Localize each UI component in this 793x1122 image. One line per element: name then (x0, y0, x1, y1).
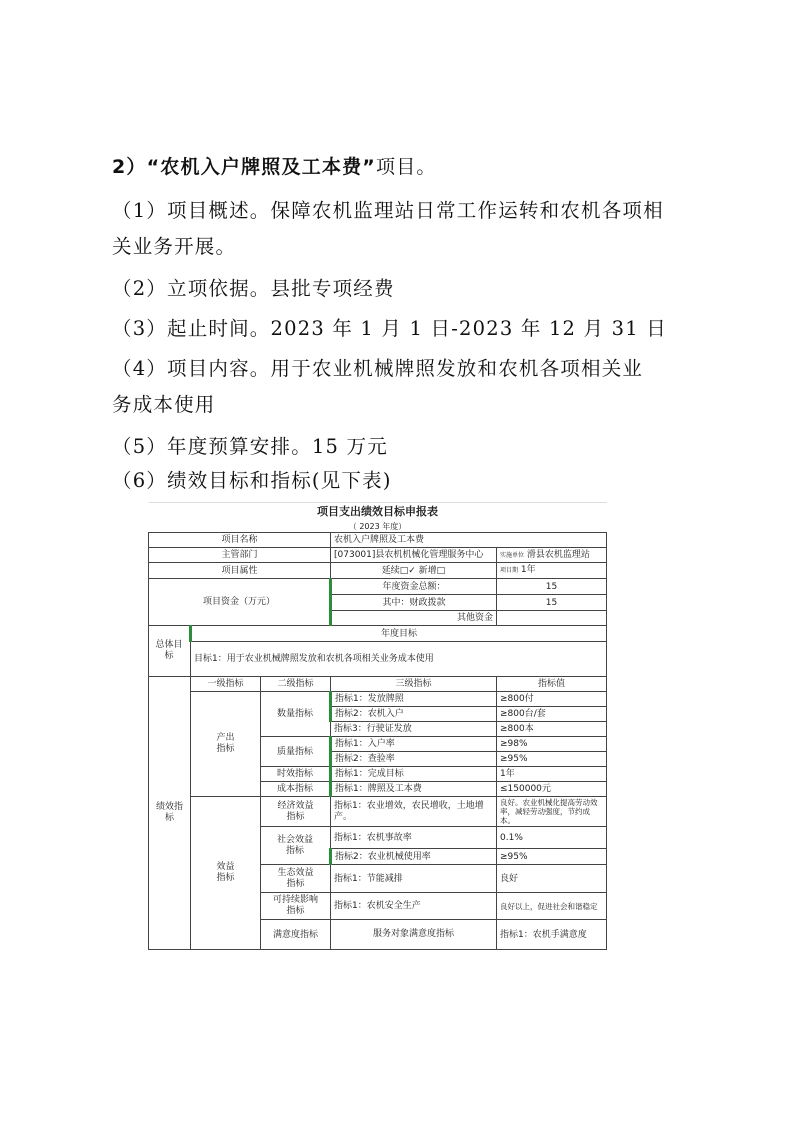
dept-label: 主管部门 (149, 548, 331, 563)
econ-indicator-label: 经济效益指标 (261, 797, 331, 827)
eco-indicator-label: 生态效益指标 (261, 865, 331, 893)
social-indicator-label: 社会效益指标 (261, 827, 331, 865)
annual-goal-label: 年度目标 (191, 626, 607, 642)
paragraph-content-1: （4）项目内容。用于农业机械牌照发放和农机各项相关业 (112, 357, 644, 380)
paragraph-content-2: 务成本使用 (112, 393, 216, 416)
indicator-value: ≥800本 (497, 722, 607, 737)
indicator-name: 指标2：农机入户 (331, 707, 497, 722)
perf-indicator-label: 绩效指标 (149, 677, 191, 950)
indicator-name: 指标2：农业机械使用率 (331, 849, 497, 865)
funds-fiscal-value: 15 (497, 595, 607, 611)
period-value: 1年 (520, 565, 536, 575)
sustain-indicator-label: 可持续影响指标 (261, 893, 331, 920)
indicator-value: 良好。农业机械化提高劳动效率，减轻劳动强度，节约成本。 (497, 797, 607, 827)
indicator-name: 指标1：农机事故率 (331, 827, 497, 849)
paragraph-budget: （5）年度预算安排。15 万元 (112, 435, 388, 458)
service-satisfaction-label: 服务对象满意度指标 (331, 920, 497, 950)
annual-goal-text: 目标1：用于农业机械牌照发放和农机各项相关业务成本使用 (191, 642, 607, 677)
indicator-value: ≥95% (497, 849, 607, 865)
table-title: 项目支出绩效目标申报表 (149, 503, 607, 522)
indicator-value: 1年 (497, 767, 607, 782)
quality-indicator-label: 质量指标 (261, 737, 331, 767)
output-indicator-label: 产出指标 (191, 692, 261, 797)
indicator-value: ≥800付 (497, 692, 607, 707)
section-heading (112, 152, 712, 182)
col-value-header: 指标值 (497, 677, 607, 692)
paragraph-overview-2: 关业务开展。 (112, 235, 237, 258)
impl-cell (497, 548, 607, 563)
funds-fiscal-label: 其中：财政拨款 (331, 595, 497, 611)
indicator-name: 指标2：查验率 (331, 752, 497, 767)
dept-value (331, 548, 497, 563)
indicator-name: 指标1：节能减排 (331, 865, 497, 893)
cost-indicator-label: 成本指标 (261, 782, 331, 797)
indicator-value: ≤150000元 (497, 782, 607, 797)
col-l3-header: 三级指标 (331, 677, 497, 692)
funds-total-label: 年度资金总额： (331, 579, 497, 595)
indicator-name: 指标1：农机手满意度 (497, 920, 607, 950)
impl-value: 滑县农机监理站 (526, 549, 590, 560)
overall-goal-label: 总体目标 (149, 626, 191, 677)
heading-tail: 项目。 (376, 156, 437, 178)
funds-other-value (497, 611, 607, 626)
indicator-name: 指标3：行驶证发放 (331, 722, 497, 737)
indicator-name: 指标1：农机安全生产 (331, 893, 497, 920)
project-name-value: 农机入户牌照及工本费 (331, 533, 607, 548)
indicator-value: 0.1% (497, 827, 607, 849)
paragraph-basis: （2）立项依据。县批专项经费 (112, 277, 395, 300)
satisfaction-indicator-label: 满意度指标 (261, 920, 331, 950)
indicator-value: ≥800台/套 (497, 707, 607, 722)
funds-other-label: 其他资金 (331, 611, 497, 626)
indicator-name: 指标1：发放牌照 (331, 692, 497, 707)
funds-label: 项目资金（万元） (149, 579, 331, 626)
indicator-value: 良好 (497, 865, 607, 893)
period-label: 项目期 (500, 567, 519, 574)
indicator-name: 指标1：完成目标 (331, 767, 497, 782)
indicator-value: ≥98% (497, 737, 607, 752)
col-l1-header: 一级指标 (191, 677, 261, 692)
col-l2-header: 二级指标 (261, 677, 331, 692)
time-indicator-label: 时效指标 (261, 767, 331, 782)
indicator-name: 指标1：农业增效，农民增收，土地增产。 (331, 797, 497, 827)
paragraph-indicators: （6）绩效目标和指标(见下表) (112, 469, 392, 492)
effect-indicator-label: 效益指标 (191, 797, 261, 950)
heading-main: 2）“农机入户牌照及工本费” (112, 156, 376, 178)
paragraph-overview-1: （1）项目概述。保障农机监理站日常工作运转和农机各项相 (112, 199, 664, 222)
performance-target-table (148, 502, 607, 950)
indicator-value: ≥95% (497, 752, 607, 767)
funds-total-value: 15 (497, 579, 607, 595)
attr-value: 延续□✓ 新增□ (331, 563, 497, 579)
attr-label: 项目属性 (149, 563, 331, 579)
quantity-indicator-label: 数量指标 (261, 692, 331, 737)
impl-label: 实施单位 (500, 551, 525, 559)
table-year: （ 2023 年度） (149, 521, 607, 533)
project-name-label: 项目名称 (149, 533, 331, 548)
indicator-value: 良好以上，促进社会和谐稳定 (497, 893, 607, 920)
dept-text: [073001]县农机机械化管理服务中心 (334, 550, 484, 560)
paragraph-period: （3）起止时间。2023 年 1 月 1 日-2023 年 12 月 31 日 (112, 317, 667, 340)
period-cell (497, 563, 607, 579)
indicator-name: 指标1：牌照及工本费 (331, 782, 497, 797)
indicator-name: 指标1：入户率 (331, 737, 497, 752)
